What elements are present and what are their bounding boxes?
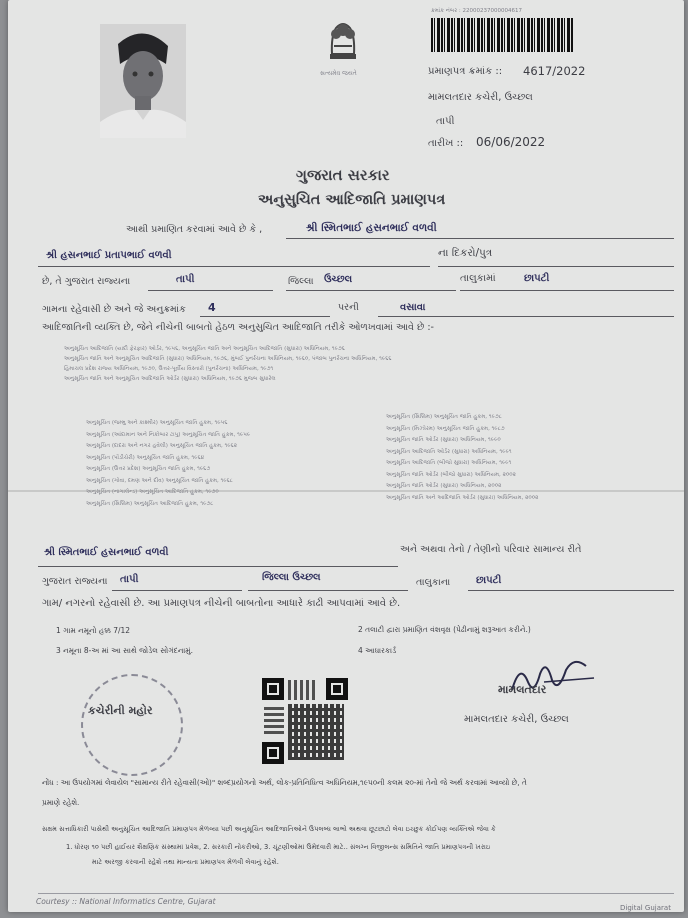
footer-info: સક્ષમ સત્તાધિકારી પાસેથી અનુસૂચિત આદિજાતિ પ્રમાણપત્ર મેળવ્યા પછી અનુસૂચિત આદિજાતિઓને ઉપલબ્ધ લાભો અથવા છૂટછાટો લેવા ઇચ્છુક કોઈપણ વ્યક્તિએ જેવા કે (42, 825, 496, 833)
issuing-district: તાપી (436, 116, 455, 127)
order-line: અનુસૂચિત જાતિ અને અનુસૂચિત આદિજાતિ (સુધારા) અધિનિયમ, ૧૯૭૬, મુંબઈ પુનર્રચના અધિનિયમ, ૧૯૬૦, પંજાબ પુનર્રચના અધિનિયમ, ૧૯૬૬ (64, 356, 392, 362)
taluka-value-2: જિલ્લા ઉચ્છલ (262, 572, 321, 583)
issuing-office: મામલતદાર કચેરી, ઉચ્છલ (428, 92, 533, 103)
orders-block (64, 344, 392, 384)
footer-info-2: 1. ધોરણ ૧૦ પછી હાઈયર શૈક્ષણિક સંસ્થામાં પ્રવેશ, 2. સરકારી નોકરીઓ, 3. ચૂંટણીઓમાં ઉમેદવારી માટે.. સંલગ્ન વિજીલન્સ સમિતિને જાતિ પ્રમાણપત્રની ખરાઇ (66, 843, 491, 851)
taluka-value: ઉચ્છલ (324, 274, 353, 285)
order-line: અનુસૂચિત આદિજાતિ (બીજો સુધારા) અધિનિયમ, ૧૯૯૧ (386, 460, 512, 466)
order-line: અનુસૂચિત જાતિ ઓર્ડર (સુધારા) અધિનિયમ, ૧૯૯૦ (386, 437, 501, 443)
office-seal-stamp (81, 674, 183, 776)
basis-item: 2 તલાટી દ્વારા પ્રમાણિત વંશવૃક્ષ (પેઢીનામું શરૂઆત કરીને.) (358, 625, 531, 634)
certificate-page (8, 0, 684, 912)
father-name: શ્રી હસનભાઈ પ્રતાપભાઈ વળવી (46, 250, 172, 261)
order-line: અનુસૂચિત (દાદરા અને નગર હવેલી) અનુસૂચિત જાતિ હુકમ, ૧૯૬૨ (86, 443, 238, 449)
orders-left-column (86, 418, 250, 510)
resident-label: ગામના રહેવાસી છે અને જે અનુક્રમાંક (42, 304, 186, 315)
basis-item: 1 ગામ નમૂનો હક્ક 7/12 (56, 626, 131, 635)
order-line: અનુસૂચિત આદિજાતિ (યાદી ફેરફાર) ઓર્ડર, ૧૯૫૬, અનુસૂચિત જાતિ અને અનુસૂચિત આદિજાતિ (સુધારા) અધિનિયમ, ૧૯૭૬ (64, 346, 345, 352)
taluka-label: તાલુકામાં (460, 273, 496, 284)
national-emblem-icon (314, 10, 372, 68)
order-line: અનુસૂચિત (સિક્કિમ) અનુસૂચિત જાતિ હુકમ, ૧૯૭૮ (386, 414, 502, 420)
village-value-2: છાપટી (476, 575, 502, 586)
order-line: અનુસૂચિત (જમ્મુ અને કાશ્મીર) અનુસૂચિત જાતિ હુકમ, ૧૯૫૬ (86, 420, 228, 426)
tribe-sentence: આદિજાતિની વ્યક્તિ છે, જેને નીચેની બાબતો હેઠળ અનુસુચિત આદિજાતિ તરીકે ઓળખવામાં આવે છે :- (42, 322, 434, 333)
relation-label: ના દિકરો/પુત્ર (438, 247, 493, 259)
footer-note-2: પ્રમાણે રહેશે. (42, 798, 80, 807)
signer-office: મામલતદાર કચેરી, ઉચ્છલ (464, 714, 569, 725)
order-line: હિમાચલ પ્રદેશ રાજ્ય અધિનિયમ, ૧૯૭૦, ઉત્તર-પૂર્વીય વિસ્તારો (પુનર્રચના) અધિનિયમ, ૧૯૭૧ (64, 366, 274, 372)
caste-label: પરની (338, 302, 359, 313)
basis-sentence: ગામ/ નગરનો રહેવાસી છે. આ પ્રમાણપત્ર નીચેની બાબતોના આધારે કાઢી આપવામાં આવે છે. (42, 598, 401, 609)
emblem-caption: સત્યમેવ જયતે (320, 70, 357, 77)
applicant-name-repeat: શ્રી સ્મિતભાઈ હસનભાઈ વળવી (44, 547, 169, 558)
district-value: તાપી (176, 274, 195, 285)
order-line: અનુસૂચિત (સિક્કિમ) અનુસૂચિત આદિજાતિ હુકમ, ૧૯૭૮ (86, 500, 214, 507)
basis-item: 3 નમૂના 8-અ માં આ સાથે જોડેલ સોગંદનામું. (56, 646, 193, 655)
serial-value: 4 (208, 301, 216, 314)
order-line: અનુસૂચિત (પોંડીચેરી) અનુસૂચિત જાતિ હુકમ, ૧૯૬૪ (86, 454, 205, 461)
village-label-2: તાલુકાના (416, 577, 451, 588)
order-line: અનુસૂચિત (ઉત્તર પ્રદેશ) અનુસૂચિત જાતિ હુકમ, ૧૯૬૭ (86, 466, 211, 472)
order-line: અનુસૂચિત જાતિ અને આદિજાતિ ઓર્ડર (સુધારા) અધિનિયમ, ૨૦૦૨ (386, 494, 539, 501)
order-line: અનુસૂચિત જાતિ ઓર્ડર (સુધારા) અધિનિયમ, ૨૦૦૨ (386, 483, 502, 489)
applicant-name: શ્રી સ્મિતભાઈ હસનભાઈ વળવી (306, 222, 437, 234)
basis-item: 4 આધારકાર્ડ (358, 646, 397, 655)
date-label: તારીખ :: (428, 138, 464, 149)
district-label: જિલ્લા (288, 276, 314, 287)
signer-title: મામલતદાર (498, 683, 547, 696)
order-line: અનુસૂચિત (આંદામાન અને નિકોબાર ટાપુ) અનુસૂચિત જાતિ હુકમ, ૧૯૫૯ (86, 431, 251, 438)
certificate-number: 4617/2022 (523, 64, 586, 78)
footer-note: નોંધ : આ ઉપયોગમાં લેવાયેલ "સામાન્ય રીતે રહેવાસી(ઓ)" શબ્દપ્રયોગનો અર્થ, લોક-પ્રતિનિધિત્વ અધિનિયમ,૧૯૫૦ની કલમ ૨૦-માં તેનો જે અર્થ કરવામાં આવ્યો છે, તે (42, 778, 527, 787)
courtesy-footer: Courtesy :: National Informatics Centre, Gujarat (36, 897, 216, 906)
certificate-title: અનુસુચિત આદિજાતિ પ્રમાણપત્ર (258, 192, 446, 208)
serial-number: ક્રમાંક નંબર : 22000237000004617 (431, 8, 522, 14)
certificate-number-label: પ્રમાણપત્ર ક્રમાંક :: (428, 66, 503, 77)
barcode (431, 18, 574, 52)
footer-info-3: માટે અરજી કરવાની રહેશે તથા માન્યતા પ્રમાણપત્ર મેળવી લેવાનું રહેશે. (92, 858, 279, 866)
order-line: અનુસૂચિત (નાગાલેન્ડ) અનુસૂચિત આદિજાતિ હુકમ, ૧૯૭૦ (86, 489, 219, 495)
applicant-photo (100, 24, 186, 138)
qr-code (260, 676, 350, 766)
order-line: અનુસૂચિત જાતિ અને અનુસૂચિત આદિજાતિ ઓર્ડર (સુધારા) અધિનિયમ, ૧૯૭૬ મુજબ સુધારેલ (64, 376, 276, 382)
caste-value: વસાવા (400, 302, 426, 313)
government-title: ગુજરાત સરકાર (296, 166, 390, 184)
issue-date: 06/06/2022 (476, 135, 546, 149)
paper-fold (8, 490, 684, 492)
order-line: અનુસૂચિત (મિઝોરમ) અનુસૂચિત જાતિ હુકમ, ૧૯૮૭ (386, 425, 505, 432)
digital-gujarat-footer: Digital Gujarat (620, 904, 671, 912)
order-line: અનુસૂચિત (ગોવા, દમણ અને દીવ) અનુસૂચિત જાતિ હુકમ, ૧૯૬૮ (86, 477, 233, 484)
order-line: અનુસૂચિત આદિજાતિ ઓર્ડર (સુધારા) અધિનિયમ, ૧૯૯૧ (386, 448, 512, 455)
state-label: છે, તે ગુજરાત રાજ્યના (42, 276, 131, 287)
order-line: અનુસૂચિત જાતિ ઓર્ડર (બીજો સુધારા) અધિનિયમ, ૨૦૦૨ (386, 471, 516, 478)
certify-prefix: આથી પ્રમાણિત કરવામાં આવે છે કે , (126, 224, 263, 235)
seal-label: કચેરીની મહોર (88, 704, 153, 717)
family-label: અને અથવા તેનો / તેણીનો પરિવાર સામાન્ય રીતે (400, 544, 582, 555)
village-value: છાપટી (524, 273, 550, 284)
state-label-2: ગુજરાત રાજ્યના (42, 576, 108, 587)
district-value-2: તાપી (120, 574, 139, 585)
